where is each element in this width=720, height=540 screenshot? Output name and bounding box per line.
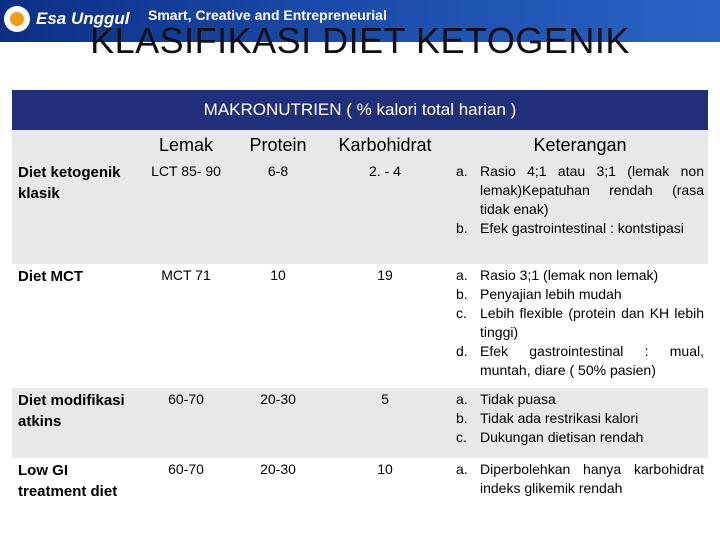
note-letter: b. [456, 220, 468, 236]
karbohidrat-cell: 5 [318, 388, 452, 458]
karbohidrat-cell: 2. - 4 [318, 160, 452, 264]
keterangan-cell [452, 458, 708, 526]
note-item [456, 428, 704, 447]
protein-cell: 6-8 [238, 160, 318, 264]
note-item [456, 285, 704, 304]
note-item [456, 266, 704, 285]
note-text: Rasio 4;1 atau 3;1 (lemak non lemak)Kepatuhan rendah (rasa tidak enak) [480, 163, 704, 217]
karbohidrat-cell: 19 [318, 264, 452, 388]
note-letter: b. [456, 410, 468, 426]
slide-title: KLASIFIKASI DIET KETOGENIK [90, 20, 630, 61]
table-row [12, 388, 708, 458]
notes-list [456, 266, 704, 380]
column-header-empty [12, 130, 134, 160]
table-row [12, 160, 708, 264]
note-letter: a. [456, 267, 468, 283]
column-header-karbohidrat: Karbohidrat [318, 130, 452, 160]
note-text: Rasio 3;1 (lemak non lemak) [480, 267, 659, 283]
note-text: Penyajian lebih mudah [480, 286, 622, 302]
column-header-protein: Protein [238, 130, 318, 160]
logo-text: Esa Unggul [36, 9, 130, 28]
note-letter: b. [456, 286, 468, 302]
keterangan-cell [452, 264, 708, 388]
row-label: Diet ketogenik klasik [12, 160, 134, 264]
group-header: MAKRONUTRIEN ( % kalori total harian ) [12, 90, 708, 130]
protein-cell: 10 [238, 264, 318, 388]
lemak-cell: LCT 85- 90 [134, 160, 238, 264]
note-item [456, 409, 704, 428]
protein-cell: 20-30 [238, 458, 318, 526]
note-text: Efek gastrointestinal : kontstipasi [480, 220, 684, 236]
column-header-keterangan: Keterangan [452, 130, 708, 160]
tagline: Smart, Creative and Entrepreneurial [148, 7, 387, 23]
note-letter: c. [456, 429, 467, 445]
note-text: Lebih flexible (protein dan KH lebih tinggi) [480, 305, 704, 340]
note-text: Dukungan dietisan rendah [480, 429, 644, 445]
note-letter: a. [456, 461, 468, 477]
note-item [456, 162, 704, 219]
classification-table-wrap [12, 90, 708, 532]
note-text: Tidak ada restrikasi kalori [480, 410, 639, 426]
note-item [456, 342, 704, 380]
column-header-row [12, 130, 708, 160]
keterangan-cell [452, 160, 708, 264]
note-letter: a. [456, 163, 468, 179]
note-letter: c. [456, 305, 467, 321]
note-letter: d. [456, 343, 468, 359]
column-header-lemak: Lemak [134, 130, 238, 160]
keterangan-cell [452, 388, 708, 458]
lemak-cell: MCT 71 [134, 264, 238, 388]
note-item [456, 460, 704, 498]
note-text: Tidak puasa [480, 391, 556, 407]
lemak-cell: 60-70 [134, 388, 238, 458]
row-label: Diet MCT [12, 264, 134, 388]
karbohidrat-cell: 10 [318, 458, 452, 526]
row-label: Low GI treatment diet [12, 458, 134, 526]
note-item [456, 304, 704, 342]
lemak-cell: 60-70 [134, 458, 238, 526]
protein-cell: 20-30 [238, 388, 318, 458]
group-header-row [12, 90, 708, 130]
row-label: Diet modifikasi atkins [12, 388, 134, 458]
note-item [456, 219, 704, 238]
note-text: Efek gastrointestinal : mual, muntah, diare ( 50% pasien) [480, 343, 704, 378]
notes-list [456, 390, 704, 447]
table-row [12, 458, 708, 526]
classification-table [12, 90, 708, 526]
note-letter: a. [456, 391, 468, 407]
table-row [12, 264, 708, 388]
note-item [456, 390, 704, 409]
note-text: Diperbolehkan hanya karbohidrat indeks glikemik rendah [480, 461, 704, 496]
notes-list [456, 162, 704, 238]
notes-list [456, 460, 704, 498]
